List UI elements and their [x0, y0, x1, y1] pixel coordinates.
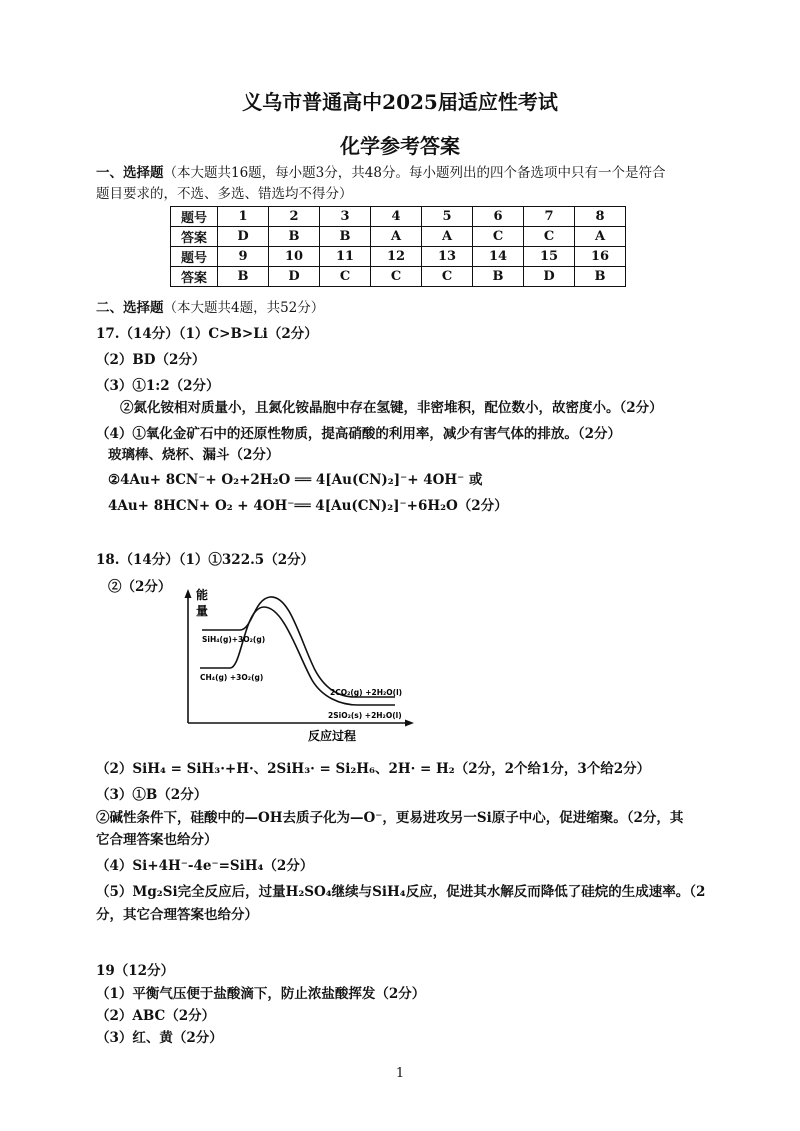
q17-line-2: （2）BD（2分）: [96, 352, 206, 368]
table-cell: D: [524, 267, 575, 287]
answer-table: [170, 206, 626, 287]
section2-heading: 二、选择题: [96, 300, 164, 316]
table-cell: B: [218, 267, 269, 287]
section2-note: （本大题共4题，共52分）: [163, 300, 325, 316]
q19-line-1: 19（12分）: [96, 963, 175, 979]
table-cell: 题号: [171, 207, 218, 227]
table-cell: 答案: [171, 267, 218, 287]
table-row: [171, 267, 626, 287]
table-row: [171, 247, 626, 267]
section1-note: （本大题共16题，每小题3分，共48分。每小题列出的四个备选项中只有一个是符合: [163, 165, 666, 181]
x-axis-label: 反应过程: [308, 729, 357, 743]
q17-line-8: 4Au+ 8HCN+ O₂ + 4OH⁻══ 4[Au(CN)₂]⁻+6H₂O（2分）: [108, 498, 508, 514]
section2-heading-line: [96, 299, 324, 317]
table-row: [171, 207, 626, 227]
table-cell: 8: [575, 207, 626, 227]
table-cell: 9: [218, 247, 269, 267]
table-cell: 15: [524, 247, 575, 267]
y-axis-label-2: 量: [196, 604, 209, 618]
q18-line-9: 分，其它合理答案也给分）: [96, 907, 258, 923]
table-cell: 2: [269, 207, 320, 227]
q18-line-7: （4）Si+4H⁻-4e⁻=SiH₄（2分）: [96, 858, 314, 874]
table-cell: A: [422, 227, 473, 247]
table-cell: D: [218, 227, 269, 247]
q19-line-2: （1）平衡气压便于盐酸滴下，防止浓盐酸挥发（2分）: [96, 986, 426, 1002]
y-axis-label-1: 能: [196, 588, 209, 602]
table-cell: A: [371, 227, 422, 247]
table-cell: C: [524, 227, 575, 247]
table-cell: 题号: [171, 247, 218, 267]
q18-line-8: （5）Mg₂Si完全反应后，过量H₂SO₄继续与SiH₄反应，促进其水解反而降低了硅烷的生成速率。（2: [96, 884, 706, 900]
table-cell: 4: [371, 207, 422, 227]
page-subtitle: 化学参考答案: [340, 134, 460, 158]
q18-line-4: （3）①B（2分）: [96, 787, 208, 803]
q18-line-1: 18.（14分）（1）①322.5（2分）: [96, 552, 315, 568]
q18-line-2: ②（2分）: [108, 579, 172, 595]
co2-end-label: 2CO₂(g) +2H₂O(l): [330, 688, 403, 697]
table-cell: B: [269, 227, 320, 247]
y-axis-arrow: [185, 589, 192, 598]
sih4-start-label: SiH₄(g)+3O₂(g): [202, 635, 266, 644]
table-cell: 12: [371, 247, 422, 267]
page-number: 1: [395, 1066, 405, 1081]
table-cell: 3: [320, 207, 371, 227]
table-cell: 13: [422, 247, 473, 267]
table-cell: A: [575, 227, 626, 247]
q17-line-1: 17.（14分）（1）C>B>Li（2分）: [96, 326, 318, 342]
table-cell: C: [371, 267, 422, 287]
x-axis-arrow: [405, 720, 414, 727]
table-cell: C: [320, 267, 371, 287]
table-cell: 5: [422, 207, 473, 227]
table-cell: 6: [473, 207, 524, 227]
table-cell: C: [422, 267, 473, 287]
table-row: [171, 227, 626, 247]
section1-note-2: 题目要求的，不选、多选、错选均不得分）: [96, 186, 353, 202]
q17-line-6: 玻璃棒、烧杯、漏斗（2分）: [108, 447, 280, 463]
q17-line-5: （4）①氧化金矿石中的还原性物质，提高硝酸的利用率，减少有害气体的排放。（2分）: [96, 426, 622, 442]
table-cell: C: [473, 227, 524, 247]
q17-line-7: ②4Au+ 8CN⁻+ O₂+2H₂O ══ 4[Au(CN)₂]⁻+ 4OH⁻ 或: [108, 472, 483, 488]
q18-line-3: （2）SiH₄ = SiH₃·+H·、2SiH₃· = Si₂H₆、2H· = H₂（2分，2个给1分，3个给2分）: [96, 761, 651, 777]
section1-heading: 一、选择题: [96, 165, 164, 181]
table-cell: 10: [269, 247, 320, 267]
energy-diagram: [180, 585, 420, 745]
q18-line-6: 它合理答案也给分）: [96, 832, 218, 848]
q19-line-3: （2）ABC（2分）: [96, 1008, 216, 1024]
table-cell: 11: [320, 247, 371, 267]
section1-heading-line: [96, 164, 665, 182]
table-cell: 答案: [171, 227, 218, 247]
table-cell: 16: [575, 247, 626, 267]
table-cell: D: [269, 267, 320, 287]
table-cell: 1: [218, 207, 269, 227]
table-cell: 14: [473, 247, 524, 267]
sio2-end-label: 2SiO₂(s) +2H₂O(l): [328, 711, 402, 720]
table-cell: B: [320, 227, 371, 247]
q19-line-4: （3）红、黄（2分）: [96, 1030, 223, 1046]
table-cell: B: [473, 267, 524, 287]
table-cell: B: [575, 267, 626, 287]
q17-line-3: （3）①1:2（2分）: [96, 378, 220, 394]
q17-line-4: ②氮化铵相对质量小，且氮化铵晶胞中存在氢键，非密堆积，配位数小，故密度小。（2分）: [120, 400, 663, 416]
page-title: 义乌市普通高中2025届适应性考试: [242, 90, 558, 114]
table-cell: 7: [524, 207, 575, 227]
ch4-start-label: CH₄(g) +3O₂(g): [200, 673, 264, 682]
q18-line-5: ②碱性条件下，硅酸中的—OH去质子化为—O⁻，更易进攻另一Si原子中心，促进缩聚。（2分，其: [96, 810, 684, 826]
